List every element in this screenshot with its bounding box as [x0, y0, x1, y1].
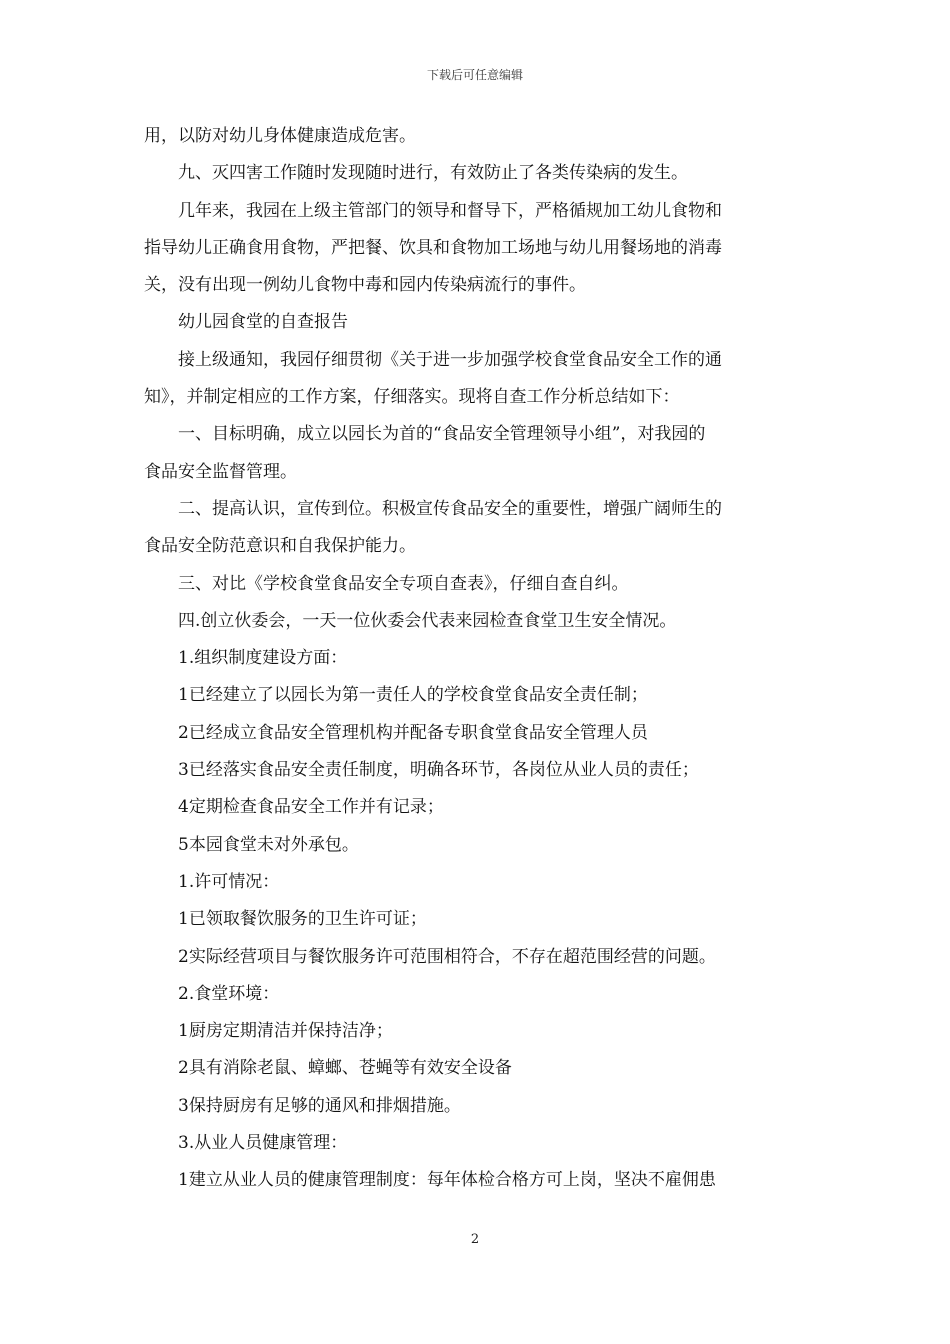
text-line: 四.创立伙委会，一天一位伙委会代表来园检查食堂卫生安全情况。 [178, 610, 677, 631]
list-item: 1厨房定期清洁并保持洁净； [178, 1021, 393, 1042]
list-heading: 2.食堂环境： [178, 983, 280, 1004]
text-line: 关，没有出现一例幼儿食物中毒和园内传染病流行的事件。 [144, 275, 586, 296]
list-item: 3已经落实食品安全责任制度，明确各环节，各岗位从业人员的责任； [178, 760, 699, 781]
list-heading: 1.组织制度建设方面： [178, 648, 348, 669]
list-item: 1建立从业人员的健康管理制度：每年体检合格方可上岗，坚决不雇佣患 [178, 1170, 716, 1191]
document-body [144, 118, 808, 1200]
text-line: 食品安全防范意识和自我保护能力。 [144, 536, 416, 557]
page-number: 2 [470, 1232, 480, 1247]
text-line: 二、提高认识，宣传到位。积极宣传食品安全的重要性，增强广阔师生的 [178, 498, 722, 519]
text-line: 用，以防对幼儿身体健康造成危害。 [144, 126, 416, 146]
page-header: 下载后可任意编辑 [426, 68, 523, 82]
text-line: 一、目标明确，成立以园长为首的“食品安全管理领导小组”，对我园的 [178, 424, 706, 445]
text-line: 三、对比《学校食堂食品安全专项自查表》，仔细自查自纠。 [178, 573, 629, 594]
list-item: 2已经成立食品安全管理机构并配备专职食堂食品安全管理人员 [178, 722, 648, 743]
list-item: 4定期检查食品安全工作并有记录； [178, 797, 444, 818]
list-item: 2实际经营项目与餐饮服务许可范围相符合，不存在超范围经营的问题。 [178, 946, 716, 967]
text-line: 几年来，我园在上级主管部门的领导和督导下，严格循规加工幼儿食物和 [178, 200, 722, 221]
section-heading: 幼儿园食堂的自查报告 [178, 312, 348, 333]
text-line: 食品安全监督管理。 [144, 461, 297, 482]
list-item: 5本园食堂未对外承包。 [178, 834, 359, 855]
text-line: 知》，并制定相应的工作方案，仔细落实。现将自查工作分析总结如下： [144, 387, 680, 408]
text-line: 九、灭四害工作随时发现随时进行，有效防止了各类传染病的发生。 [178, 163, 688, 184]
list-heading: 1.许可情况： [178, 871, 280, 892]
list-item: 2具有消除老鼠、蟑螂、苍蝇等有效安全设备 [178, 1058, 512, 1079]
text-line: 指导幼儿正确食用食物，严把餐、饮具和食物加工场地与幼儿用餐场地的消毒 [144, 237, 722, 258]
list-item: 1已经建立了以园长为第一责任人的学校食堂食品安全责任制； [178, 685, 648, 706]
text-line: 接上级通知，我园仔细贯彻《关于进一步加强学校食堂食品安全工作的通 [178, 349, 722, 370]
list-heading: 3.从业人员健康管理： [178, 1133, 348, 1154]
list-item: 3保持厨房有足够的通风和排烟措施。 [178, 1095, 461, 1116]
list-item: 1已领取餐饮服务的卫生许可证； [178, 909, 427, 930]
